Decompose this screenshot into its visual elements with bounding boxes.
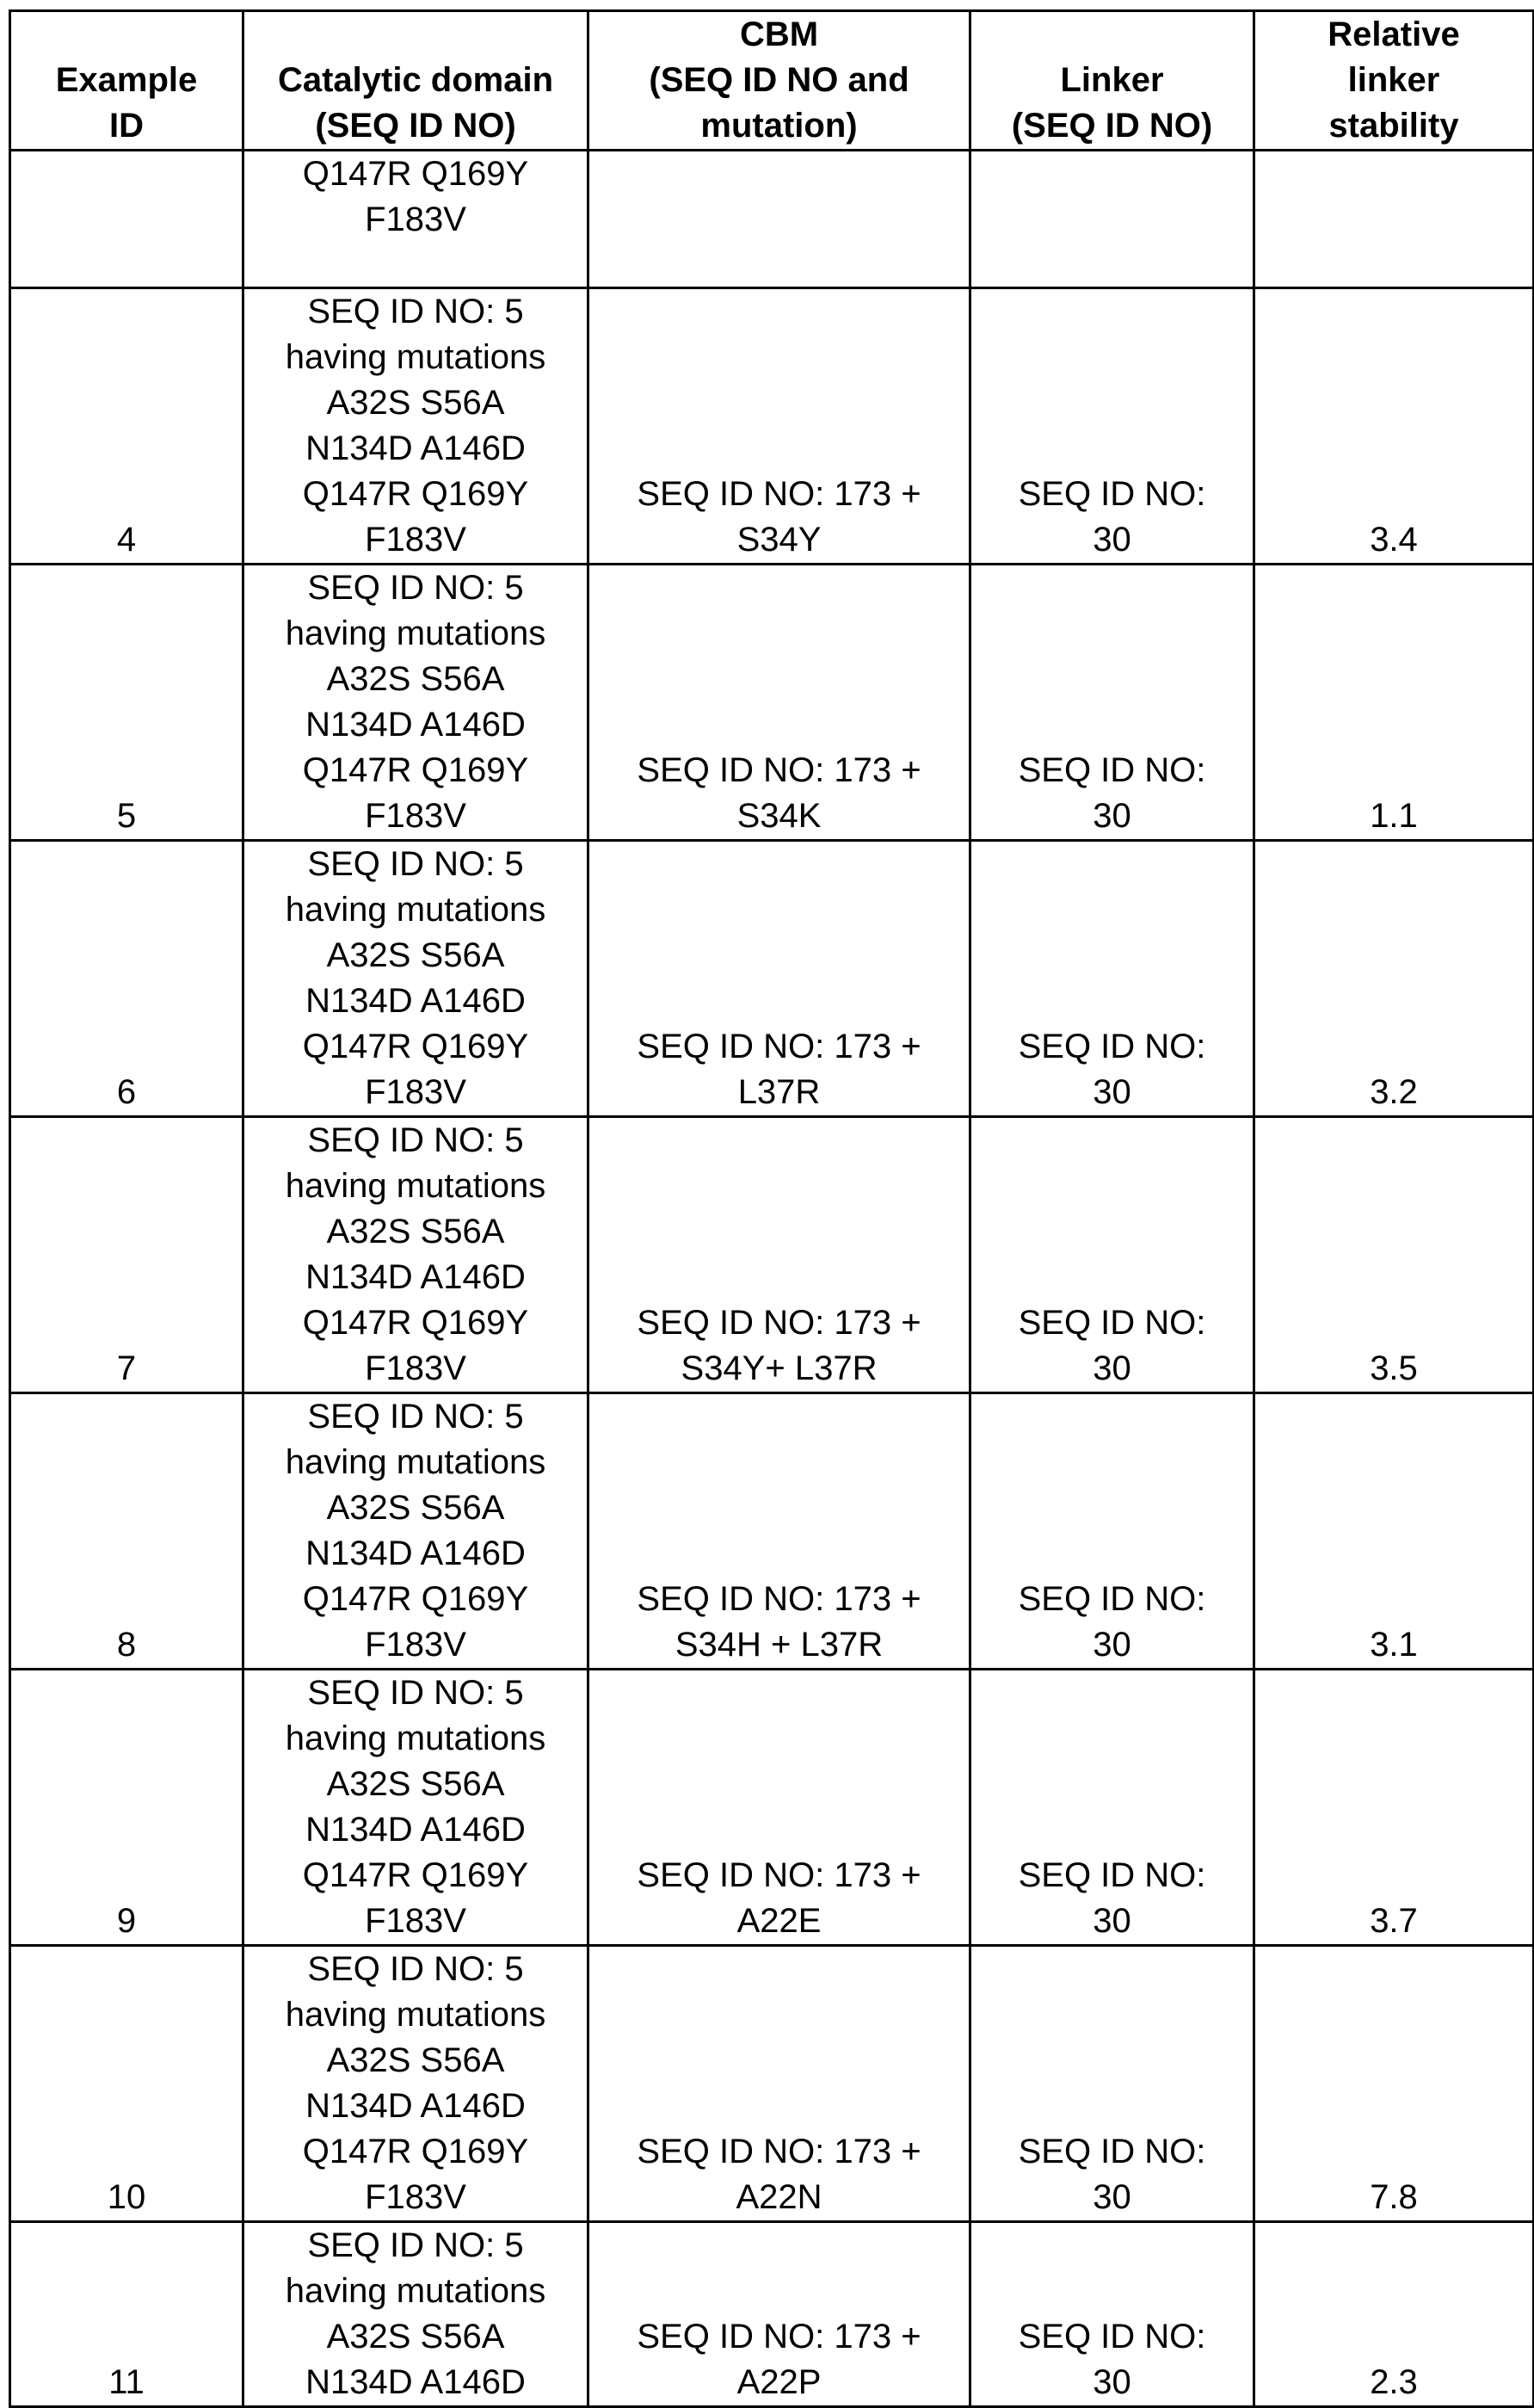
cell-catalytic-domain: SEQ ID NO: 5 having mutations A32S S56A N134D A146D Q147R Q169Y F183V xyxy=(243,288,588,565)
cell-catalytic-domain: SEQ ID NO: 5 having mutations A32S S56A N134D A146D Q147R Q169Y F183V xyxy=(243,1393,588,1670)
cell-example-id: 7 xyxy=(10,1117,243,1393)
cell-example-id: 5 xyxy=(10,565,243,841)
cell-cbm: SEQ ID NO: 173 + S34Y+ L37R xyxy=(588,1117,970,1393)
table-row xyxy=(10,1117,1534,1393)
continuation-row xyxy=(10,151,1534,288)
cell-cbm: SEQ ID NO: 173 + S34Y xyxy=(588,288,970,565)
cell-cbm: SEQ ID NO: 173 + S34K xyxy=(588,565,970,841)
cell-catalytic-domain: Q147R Q169Y F183V xyxy=(243,151,588,288)
cell-stability: 7.8 xyxy=(1254,1946,1534,2222)
cell-catalytic-domain: SEQ ID NO: 5 having mutations A32S S56A N134D A146D xyxy=(243,2222,588,2407)
cell-stability: 3.4 xyxy=(1254,288,1534,565)
cell-catalytic-domain: SEQ ID NO: 5 having mutations A32S S56A N134D A146D Q147R Q169Y F183V xyxy=(243,1670,588,1946)
table-row xyxy=(10,1393,1534,1670)
cell-cbm: SEQ ID NO: 173 + S34H + L37R xyxy=(588,1393,970,1670)
cell-cbm: SEQ ID NO: 173 + A22P xyxy=(588,2222,970,2407)
cell-stability xyxy=(1254,151,1534,288)
cell-linker: SEQ ID NO: 30 xyxy=(970,841,1254,1117)
cell-cbm: SEQ ID NO: 173 + A22N xyxy=(588,1946,970,2222)
cell-example-id: 8 xyxy=(10,1393,243,1670)
cell-cbm: SEQ ID NO: 173 + L37R xyxy=(588,841,970,1117)
cell-stability: 1.1 xyxy=(1254,565,1534,841)
header-linker: Linker (SEQ ID NO) xyxy=(970,11,1254,151)
cell-linker: SEQ ID NO: 30 xyxy=(970,1946,1254,2222)
cell-example-id: 6 xyxy=(10,841,243,1117)
cell-cbm: SEQ ID NO: 173 + A22E xyxy=(588,1670,970,1946)
cell-example-id: 11 xyxy=(10,2222,243,2407)
cell-linker: SEQ ID NO: 30 xyxy=(970,1670,1254,1946)
cell-stability: 2.3 xyxy=(1254,2222,1534,2407)
cell-stability: 3.7 xyxy=(1254,1670,1534,1946)
linker-stability-table xyxy=(9,9,1534,2408)
cell-linker: SEQ ID NO: 30 xyxy=(970,2222,1254,2407)
cell-catalytic-domain: SEQ ID NO: 5 having mutations A32S S56A N134D A146D Q147R Q169Y F183V xyxy=(243,841,588,1117)
cell-linker: SEQ ID NO: 30 xyxy=(970,288,1254,565)
cell-stability: 3.2 xyxy=(1254,841,1534,1117)
cell-example-id: 4 xyxy=(10,288,243,565)
cell-catalytic-domain: SEQ ID NO: 5 having mutations A32S S56A N134D A146D Q147R Q169Y F183V xyxy=(243,1946,588,2222)
header-row xyxy=(10,11,1534,151)
cell-linker: SEQ ID NO: 30 xyxy=(970,1393,1254,1670)
header-catalytic-domain: Catalytic domain (SEQ ID NO) xyxy=(243,11,588,151)
table-row xyxy=(10,565,1534,841)
cell-linker: SEQ ID NO: 30 xyxy=(970,1117,1254,1393)
table-row xyxy=(10,288,1534,565)
cell-cbm xyxy=(588,151,970,288)
cell-example-id xyxy=(10,151,243,288)
header-relative-linker-stability: Relative linker stability xyxy=(1254,11,1534,151)
cell-stability: 3.1 xyxy=(1254,1393,1534,1670)
cell-catalytic-domain: SEQ ID NO: 5 having mutations A32S S56A N134D A146D Q147R Q169Y F183V xyxy=(243,1117,588,1393)
header-cbm: CBM (SEQ ID NO and mutation) xyxy=(588,11,970,151)
table-row xyxy=(10,1946,1534,2222)
table-row xyxy=(10,2222,1534,2407)
cell-stability: 3.5 xyxy=(1254,1117,1534,1393)
cell-example-id: 9 xyxy=(10,1670,243,1946)
cell-example-id: 10 xyxy=(10,1946,243,2222)
header-example-id: Example ID xyxy=(10,11,243,151)
cell-linker xyxy=(970,151,1254,288)
table-row xyxy=(10,841,1534,1117)
cell-linker: SEQ ID NO: 30 xyxy=(970,565,1254,841)
cell-catalytic-domain: SEQ ID NO: 5 having mutations A32S S56A N134D A146D Q147R Q169Y F183V xyxy=(243,565,588,841)
table-row xyxy=(10,1670,1534,1946)
